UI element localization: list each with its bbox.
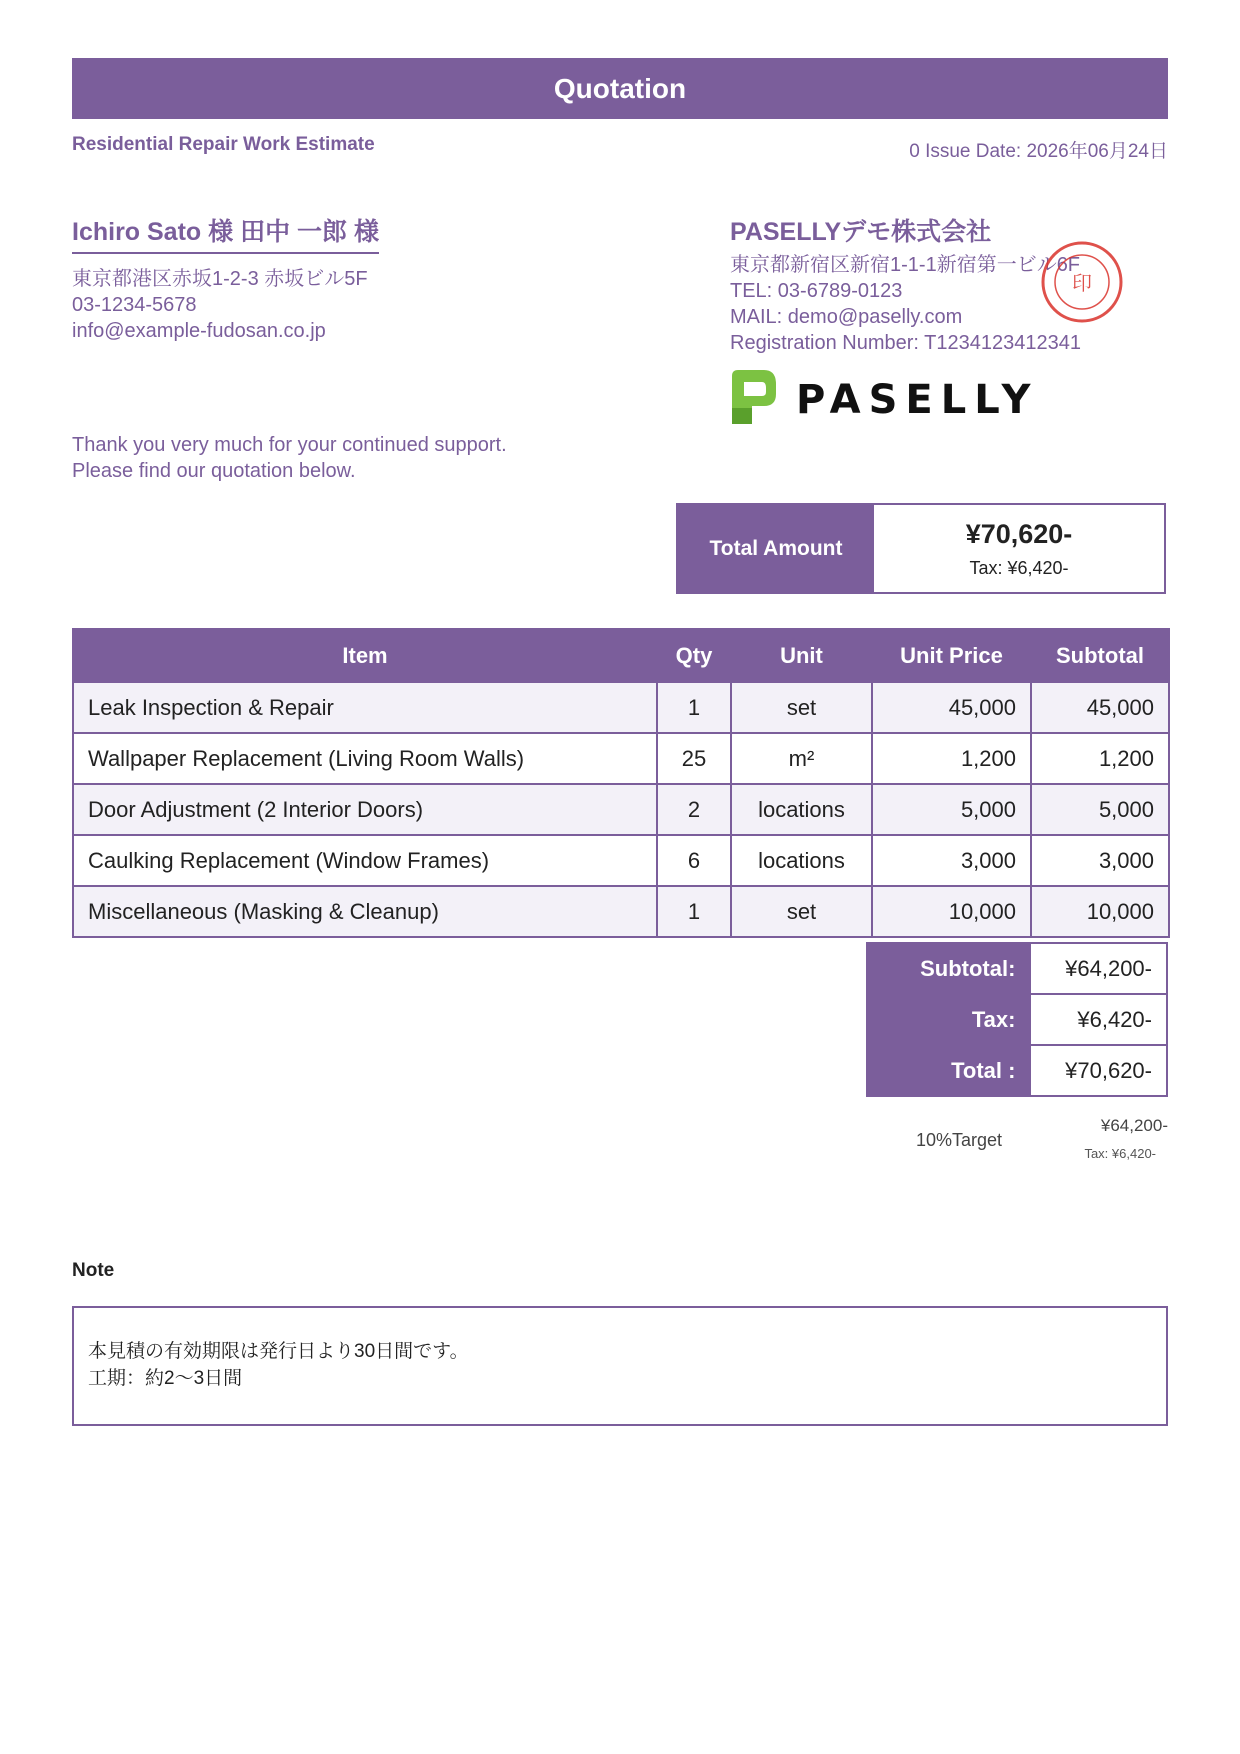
summary-subtotal-value: ¥64,200- [1030,943,1167,994]
summary-row-tax [867,994,1167,1045]
summary-tax-label: Tax: [867,994,1030,1045]
svg-text:PASELLY: PASELLY [796,377,1039,423]
items-table [72,628,1170,938]
table-row [73,835,1169,886]
company-mail: MAIL: demo@paselly.com [730,306,963,328]
summary-subtotal-label: Subtotal: [867,943,1030,994]
total-amount-value: ¥70,620- [965,519,1073,549]
company-seal-stamp [1040,240,1124,324]
greeting-line-2: Please find our quotation below. [72,460,356,482]
tax-target-label: 10%Target [916,1130,1003,1150]
document-title-bar [72,58,1168,119]
total-amount-tax: Tax: ¥6,420- [969,558,1069,578]
cell-unit-price: 45,000 [872,682,1031,733]
column-header-item: Item [73,629,657,682]
cell-subtotal: 10,000 [1031,886,1169,937]
greeting-line-1: Thank you very much for your continued support. [72,434,507,456]
cell-item: Leak Inspection & Repair [73,682,657,733]
cell-subtotal: 1,200 [1031,733,1169,784]
total-amount-box [676,503,1166,594]
cell-subtotal: 45,000 [1031,682,1169,733]
summary-table [866,942,1168,1097]
cell-subtotal: 5,000 [1031,784,1169,835]
client-name: Ichiro Sato 様 田中 一郎 様 [72,212,379,254]
note-box [72,1306,1168,1426]
note-line-2: 工期：約2〜3日間 [88,1368,243,1389]
cell-qty: 6 [657,835,731,886]
client-address: 東京都港区赤坂1-2-3 赤坂ビル5F [72,268,368,290]
note-title: Note [72,1260,115,1281]
cell-unit: set [731,682,872,733]
summary-row-total [867,1045,1167,1096]
cell-unit: locations [731,784,872,835]
summary-tax-value: ¥6,420- [1030,994,1167,1045]
client-email: info@example-fudosan.co.jp [72,320,326,342]
cell-item: Wallpaper Replacement (Living Room Walls) [73,733,657,784]
company-name: PASELLYデモ株式会社 [730,218,992,246]
document-title: Quotation [553,72,687,104]
client-block [72,212,672,344]
column-header-subtotal: Subtotal [1031,629,1169,682]
table-header-row [73,629,1169,682]
cell-item: Door Adjustment (2 Interior Doors) [73,784,657,835]
total-amount-label: Total Amount [678,505,874,592]
greeting-text [72,432,507,484]
note-line-1: 本見積の有効期限は発行日より30日間です。 [88,1341,469,1362]
issue-date: 0 Issue Date: 2026年06月24日 [909,141,1168,162]
column-header-unit-price: Unit Price [872,629,1031,682]
tax-target-amount: ¥64,200- [1100,1116,1168,1135]
cell-unit: locations [731,835,872,886]
cell-qty: 2 [657,784,731,835]
summary-row-subtotal [867,943,1167,994]
cell-item: Caulking Replacement (Window Frames) [73,835,657,886]
cell-unit: set [731,886,872,937]
company-tel: TEL: 03-6789-0123 [730,280,903,302]
client-phone: 03-1234-5678 [72,294,197,316]
cell-qty: 25 [657,733,731,784]
column-header-qty: Qty [657,629,731,682]
cell-qty: 1 [657,886,731,937]
column-header-unit: Unit [731,629,872,682]
cell-unit: m² [731,733,872,784]
company-address: 東京都新宿区新宿1-1-1新宿第一ビル6F [730,254,1081,276]
company-registration: Registration Number: T1234123412341 [730,332,1081,354]
cell-qty: 1 [657,682,731,733]
svg-text:印: 印 [1072,271,1092,295]
table-row [73,682,1169,733]
table-row [73,784,1169,835]
document-subtitle: Residential Repair Work Estimate [72,134,375,155]
cell-unit-price: 10,000 [872,886,1031,937]
cell-item: Miscellaneous (Masking & Cleanup) [73,886,657,937]
summary-total-label: Total : [867,1045,1030,1096]
cell-subtotal: 3,000 [1031,835,1169,886]
cell-unit-price: 3,000 [872,835,1031,886]
table-row [73,733,1169,784]
paselly-logo [730,368,1060,428]
tax-target-tax: Tax: ¥6,420- [1084,1146,1156,1161]
cell-unit-price: 5,000 [872,784,1031,835]
summary-total-value: ¥70,620- [1030,1045,1167,1096]
cell-unit-price: 1,200 [872,733,1031,784]
table-row [73,886,1169,937]
